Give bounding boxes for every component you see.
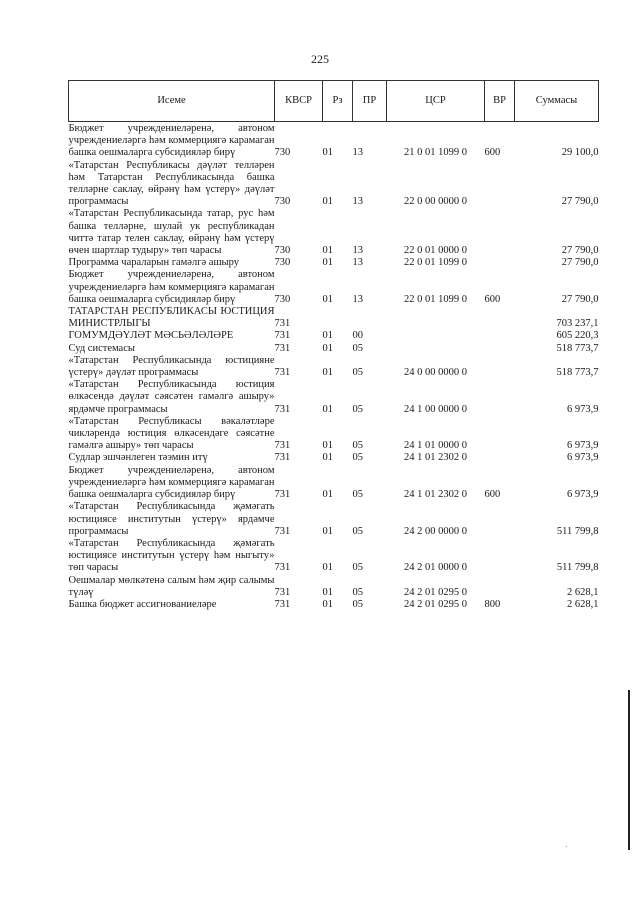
cell-vr: 600 — [484, 147, 501, 159]
cell-sum: 27 790,0 — [561, 245, 599, 257]
cell-vr — [485, 379, 515, 416]
column-header-csr: ЦСР — [387, 81, 485, 122]
cell-rz: 01 — [322, 196, 333, 208]
cell-sum: 27 790,0 — [561, 196, 599, 208]
cell-csr — [387, 343, 485, 355]
table-row — [69, 257, 599, 269]
cell-name: ГОМУМДӘҮЛӘТ МӘСЬӘЛӘЛӘРЕ — [68, 330, 234, 342]
cell-name: Башка бюджет ассигнованиеләре — [68, 598, 217, 610]
cell-kvsr: 731 — [274, 330, 291, 342]
cell-name: Суд системасы — [68, 342, 135, 354]
cell-sum: 511 799,8 — [556, 525, 599, 537]
table-body — [69, 122, 599, 612]
cell-kvsr: 731 — [274, 525, 291, 537]
cell-vr: 800 — [484, 598, 501, 610]
cell-sum: 27 790,0 — [561, 257, 599, 269]
cell-name: «Татарстан Республикасында җәмәгать юстициясе институтын үстерү» ярдәмче программасы — [68, 501, 275, 537]
cell-sum: 2 628,1 — [567, 598, 599, 610]
cell-name: Бюджет учреждениеләренә, автоном учреждениеләргә һәм коммерциягә карамаган башка оешмаларга субсидияләр бирү — [68, 269, 275, 305]
table-row — [69, 465, 599, 502]
column-header-vr: ВР — [485, 81, 515, 122]
cell-pr: 13 — [352, 293, 363, 305]
cell-rz: 01 — [322, 598, 333, 610]
cell-kvsr: 730 — [274, 147, 291, 159]
cell-sum: 2 628,1 — [567, 586, 599, 598]
cell-name: Программа чараларын гамәлгә ашыру — [68, 257, 239, 269]
cell-csr — [387, 330, 485, 342]
cell-pr: 05 — [352, 586, 363, 598]
cell-rz: 01 — [322, 293, 333, 305]
cell-csr: 22 0 01 1099 0 — [404, 293, 467, 305]
cell-name: «Татарстан Республикасы дәүләт телләрен һәм Татарстан Республикасында башка телләрне саклау, өйрәнү һәм үстерү» дәүләт программасы — [68, 159, 275, 208]
column-header-rz: Рз — [323, 81, 353, 122]
cell-csr: 24 2 01 0295 0 — [404, 598, 467, 610]
cell-kvsr: 730 — [274, 293, 291, 305]
cell-pr: 05 — [352, 367, 363, 379]
cell-vr — [485, 575, 515, 599]
cell-rz: 01 — [322, 562, 333, 574]
cell-sum: 6 973,9 — [567, 440, 599, 452]
cell-rz: 01 — [322, 342, 333, 354]
cell-rz: 01 — [322, 330, 333, 342]
cell-kvsr: 731 — [274, 598, 291, 610]
cell-pr: 13 — [352, 147, 363, 159]
cell-vr — [485, 538, 515, 575]
column-header-pr: ПР — [353, 81, 387, 122]
cell-csr: 22 0 01 1099 0 — [404, 257, 467, 269]
table-row — [69, 160, 599, 209]
cell-rz — [323, 306, 353, 330]
cell-pr: 05 — [352, 342, 363, 354]
table-row — [69, 501, 599, 538]
scan-speck — [566, 846, 567, 847]
cell-rz: 01 — [322, 403, 333, 415]
cell-name: Бюджет учреждениеләренә, автоном учреждениеләргә һәм коммерциягә карамаган башка оешмаларга субсидияләр бирү — [68, 464, 275, 501]
cell-sum: 6 973,9 — [567, 403, 599, 415]
cell-csr: 24 1 01 2302 0 — [404, 452, 467, 464]
cell-kvsr: 731 — [274, 489, 291, 501]
table-row — [69, 306, 599, 330]
cell-rz: 01 — [322, 440, 333, 452]
cell-sum: 27 790,0 — [561, 293, 599, 305]
cell-vr — [485, 160, 515, 209]
cell-kvsr: 731 — [274, 586, 291, 598]
cell-kvsr: 731 — [274, 403, 291, 415]
cell-vr — [485, 330, 515, 342]
cell-pr: 05 — [352, 452, 363, 464]
cell-pr: 05 — [352, 489, 363, 501]
cell-pr: 13 — [352, 196, 363, 208]
cell-rz: 01 — [322, 147, 333, 159]
cell-pr — [353, 306, 387, 330]
cell-vr — [485, 208, 515, 257]
cell-vr: 600 — [484, 293, 501, 305]
cell-name: «Татарстан Республикасы вәкаләтләре чикләрендә юстиция өлкәсендәге сәясәтне гамәлгә ашыру» төп чарасы — [68, 415, 275, 452]
cell-sum: 6 973,9 — [567, 452, 599, 464]
cell-sum: 703 237,1 — [556, 318, 599, 330]
cell-sum: 511 799,8 — [556, 562, 599, 574]
cell-csr: 24 2 00 0000 0 — [404, 525, 467, 537]
table-row — [69, 599, 599, 611]
cell-pr: 00 — [352, 330, 363, 342]
cell-vr: 600 — [484, 489, 501, 501]
cell-name: Судлар эшчәнлеген тәэмин итү — [68, 452, 208, 464]
table-header — [69, 81, 599, 122]
cell-rz: 01 — [322, 452, 333, 464]
cell-pr: 05 — [352, 525, 363, 537]
cell-pr: 13 — [352, 245, 363, 257]
cell-vr — [485, 501, 515, 538]
cell-kvsr: 730 — [274, 257, 291, 269]
cell-pr: 05 — [352, 440, 363, 452]
table-row — [69, 330, 599, 342]
cell-csr: 24 1 01 2302 0 — [404, 489, 467, 501]
cell-csr: 21 0 01 1099 0 — [404, 147, 467, 159]
cell-csr — [387, 306, 485, 330]
column-header-sum: Суммасы — [515, 81, 599, 122]
cell-vr — [485, 355, 515, 379]
cell-csr: 24 0 00 0000 0 — [404, 367, 467, 379]
cell-vr — [485, 306, 515, 330]
table-row — [69, 416, 599, 453]
cell-kvsr: 731 — [274, 342, 291, 354]
cell-name: «Татарстан Республикасында җәмәгать юстициясе институтын үстерү һәм ныгыту» төп чарасы — [68, 537, 275, 574]
cell-sum: 605 220,3 — [556, 330, 599, 342]
cell-pr: 05 — [352, 403, 363, 415]
table-row — [69, 538, 599, 575]
cell-pr: 05 — [352, 598, 363, 610]
cell-csr: 22 0 01 0000 0 — [404, 245, 467, 257]
table-row — [69, 343, 599, 355]
cell-pr: 05 — [352, 562, 363, 574]
cell-csr: 24 2 01 0000 0 — [404, 562, 467, 574]
cell-sum: 518 773,7 — [556, 342, 599, 354]
cell-kvsr: 730 — [274, 245, 291, 257]
cell-vr — [485, 343, 515, 355]
cell-sum: 6 973,9 — [567, 489, 599, 501]
table-row — [69, 208, 599, 257]
cell-rz: 01 — [322, 257, 333, 269]
cell-name: «Татарстан Республикасында татар, рус һәм башка телләрне, шулай ук республикадан читтә татар телен саклау, өйрәнү һәм үстерү өчен шартлар тудыру» төп чарасы — [68, 208, 275, 257]
cell-name: Оешмалар мөлкәтенә салым һәм җир салымы түләү — [68, 574, 275, 598]
cell-name: «Татарстан Республикасында юстициянe үстерү» дәүләт программасы — [68, 354, 275, 379]
budget-table — [68, 80, 599, 611]
cell-pr: 13 — [352, 257, 363, 269]
cell-rz: 01 — [322, 367, 333, 379]
cell-kvsr: 731 — [274, 452, 291, 464]
cell-name: Бюджет учреждениеләренә, автоном учреждениеләргә һәм коммерциягә карамаган башка оешмаларга субсидияләр бирү — [68, 123, 275, 159]
cell-vr — [485, 416, 515, 453]
cell-sum: 29 100,0 — [561, 147, 599, 159]
table-row — [69, 355, 599, 379]
column-header-name: Исеме — [69, 81, 275, 122]
column-header-kvsr: КВСР — [275, 81, 323, 122]
cell-name: «Татарстан Республикасында юстиция өлкәсендә дәүләт сәясәтен гамәлгә ашыру» ярдәмче программасы — [68, 379, 275, 415]
table-row — [69, 452, 599, 464]
cell-kvsr: 731 — [274, 562, 291, 574]
cell-kvsr: 730 — [274, 196, 291, 208]
cell-rz: 01 — [322, 525, 333, 537]
table-row — [69, 269, 599, 306]
cell-csr: 24 2 01 0295 0 — [404, 586, 467, 598]
cell-kvsr: 731 — [274, 440, 291, 452]
cell-rz: 01 — [322, 586, 333, 598]
cell-rz: 01 — [322, 245, 333, 257]
cell-name: ТАТАРСТАН РЕСПУБЛИКАСЫ ЮСТИЦИЯ МИНИСТРЛЫГЫ — [68, 306, 275, 330]
table-row — [69, 379, 599, 416]
cell-vr — [485, 452, 515, 464]
cell-kvsr: 731 — [274, 318, 291, 330]
cell-csr: 24 1 01 0000 0 — [404, 440, 467, 452]
table-row — [69, 122, 599, 160]
table-row — [69, 575, 599, 599]
scan-edge-mark — [628, 690, 630, 850]
cell-rz: 01 — [322, 489, 333, 501]
cell-csr: 24 1 00 0000 0 — [404, 403, 467, 415]
cell-kvsr: 731 — [274, 367, 291, 379]
cell-sum: 518 773,7 — [556, 367, 599, 379]
cell-vr — [485, 257, 515, 269]
cell-csr: 22 0 00 0000 0 — [404, 196, 467, 208]
page-number: 225 — [311, 52, 329, 66]
